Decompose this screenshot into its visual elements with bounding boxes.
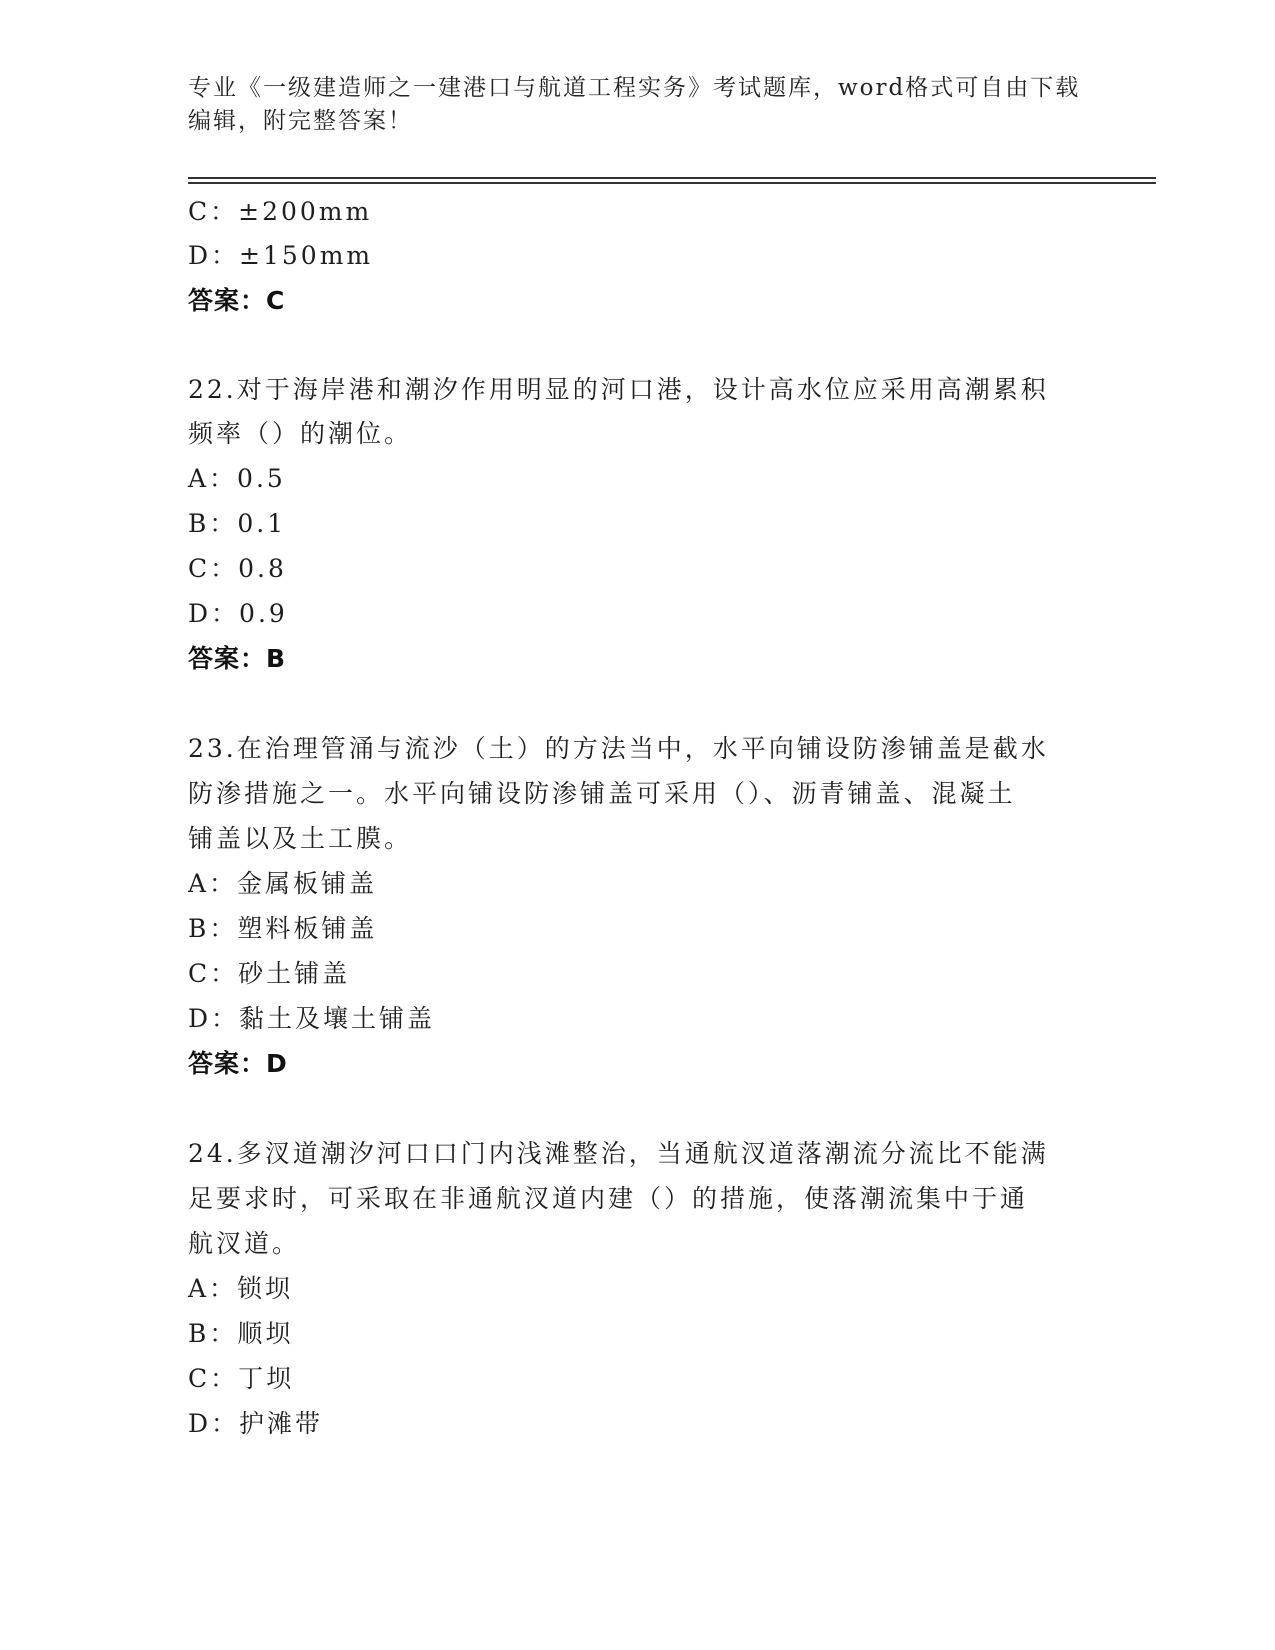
q24-text-line-2: 足要求时，可采取在非通航汊道内建（）的措施，使落潮流集中于通	[188, 1184, 1029, 1213]
q22-option-b: B：0.1	[188, 509, 287, 538]
q23-text-line-2: 防渗措施之一。水平向铺设防渗铺盖可采用（）、沥青铺盖、混凝土	[188, 779, 1016, 808]
q23-option-b: B：塑料板铺盖	[188, 914, 378, 943]
header-divider-top	[188, 177, 1156, 179]
q24-text-line-1: 24.多汊道潮汐河口口门内浅滩整治，当通航汊道落潮流分流比不能满	[188, 1139, 1049, 1168]
header-line-1: 专业《一级建造师之一建港口与航道工程实务》考试题库，word格式可自由下载	[188, 75, 1081, 101]
q22-option-c: C：0.8	[188, 554, 287, 583]
q21-option-c: C：±200mm	[188, 197, 373, 226]
q23-option-a: A：金属板铺盖	[188, 869, 378, 898]
q23-option-d: D：黏土及壤土铺盖	[188, 1004, 436, 1033]
q22-option-d: D：0.9	[188, 599, 288, 628]
q22-option-a: A：0.5	[188, 464, 286, 493]
q24-option-b: B：顺坝	[188, 1319, 294, 1348]
q24-text-line-3: 航汊道。	[188, 1229, 301, 1258]
q23-text-line-3: 铺盖以及土工膜。	[188, 824, 413, 853]
q23-text-line-1: 23.在治理管涌与流沙（土）的方法当中，水平向铺设防渗铺盖是截水	[188, 734, 1049, 763]
q24-option-c: C：丁坝	[188, 1364, 295, 1393]
q22-text-line-2: 频率（）的潮位。	[188, 419, 413, 448]
q22-answer: 答案：B	[188, 644, 287, 673]
q21-option-d: D：±150mm	[188, 241, 374, 270]
q23-option-c: C：砂土铺盖	[188, 959, 351, 988]
document-header	[188, 72, 1088, 138]
q23-answer: 答案：D	[188, 1049, 288, 1078]
header-divider-bottom	[188, 182, 1156, 184]
q22-text-line-1: 22.对于海岸港和潮汐作用明显的河口港，设计高水位应采用高潮累积	[188, 375, 1049, 404]
q21-answer: 答案：C	[188, 286, 286, 315]
q24-option-a: A：锁坝	[188, 1274, 294, 1303]
header-line-2: 编辑，附完整答案！	[188, 108, 413, 134]
q24-option-d: D：护滩带	[188, 1409, 324, 1438]
